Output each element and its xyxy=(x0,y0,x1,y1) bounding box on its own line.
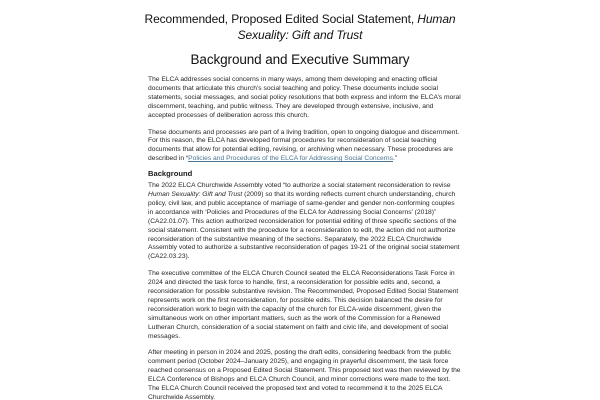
text-segment: .” xyxy=(392,155,398,163)
title-line xyxy=(110,11,490,27)
document-body xyxy=(148,76,461,400)
text-segment: The ELCA addresses social concerns in many ways, among them developing and enacting official documents that articulate this church’s social teaching and policy. These documents include social statements, social messages, and social policy resolutions that both express and inform the ELCA’s moral discernment, teaching, and public witness. They are developed through extensive, inclusive, and accepted processes of deliberation across this church. xyxy=(148,76,461,119)
paragraph xyxy=(148,182,461,262)
paragraph xyxy=(148,270,461,341)
paragraph xyxy=(148,129,461,165)
document-title xyxy=(110,11,490,43)
text-segment: After meeting in person in 2024 and 2025, posting the draft edits, considering feedback from the public comment period (October 2024–January 2025), and engaging in prayerful discernment, the task force reached consensus on a Proposed Edited Social Statement. This proposed text was then reviewed by the ELCA Conference of Bishops and ELCA Church Council, and minor corrections were made to the text. The ELCA Church Council received the proposed text and voted to recommend it to the 2025 ELCA Churchwide Assembly. xyxy=(148,349,461,400)
title-line xyxy=(110,27,490,43)
text-segment: The 2022 ELCA Churchwide Assembly voted “to authorize a social statement reconsideration to revise xyxy=(148,182,451,190)
text-segment: These documents and processes are part of a living tradition, open to ongoing dialogue and discernment. For this reason, the ELCA has developed formal procedures for reconsideration of social teaching documents that allow for potential editing, revising, or archiving when necessary. These procedures are described in “ xyxy=(148,128,460,163)
text-segment: (2009) so that its wording reflects current church understanding, church policy, civil law, and public acceptance of marriage of same-gender and gender non-conforming couples in accordance with ‘Policies and Procedures of the ELCA for Addressing Social Concerns’ (2018)” (CA22.01.07). This action authorized reconsideration for potential editing of three specific sections of the social statement. Consistent with the procedure for a reconsideration to edit, the action did not authorize reconsideration of the substantive meaning of the sections. Separately, the 2022 ELCA Churchwide Assembly voted to authorize a substantive reconsideration of pages 19-21 of the original social statement (CA22.03.23). xyxy=(148,190,460,261)
text-segment: Sexuality: Gift and Trust xyxy=(237,28,363,42)
paragraph xyxy=(148,76,461,121)
text-segment: Recommended, Proposed Edited Social Statement, xyxy=(144,12,418,26)
text-segment: Human xyxy=(417,12,456,26)
text-segment: Human Sexuality: Gift and Trust xyxy=(148,190,243,198)
page-title: Background and Executive Summary xyxy=(190,52,410,67)
paragraph xyxy=(148,349,461,400)
subheading-background: Background xyxy=(148,169,193,179)
text-segment: The executive committee of the ELCA Church Council seated the ELCA Reconsiderations Task Force in 2024 and directed the task force to handle, first, a reconsideration for possible edits and, second, a reconsideration for possible substantive revision. The Recommended, Proposed Edited Social Statement represents work on the first reconsideration, for possible edits. This decision balanced the desire for reconsideration work to begin with the capacity of the church for ELCA-wide discernment, given the simultaneous work on other important matters, such as the work of the Commission for a Renewed Lutheran Church, consideration of a social statement on faith and civic life, and development of social messages. xyxy=(148,270,459,340)
link-policies-procedures[interactable]: Policies and Procedures of the ELCA for Addressing Social Concerns xyxy=(188,155,393,163)
